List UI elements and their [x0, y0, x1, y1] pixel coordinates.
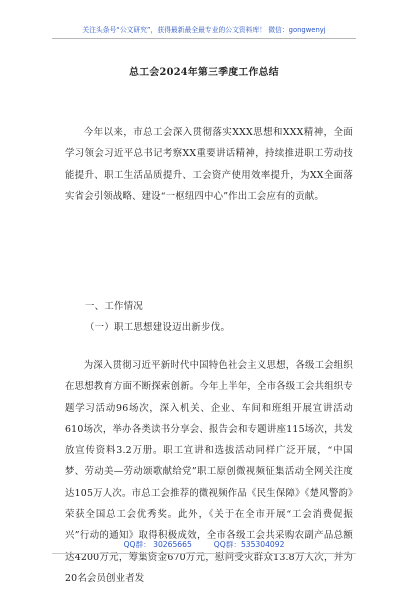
header-divider	[52, 38, 356, 39]
footer-divider	[52, 553, 356, 554]
footer-qq-group-2[interactable]: QQ群：535304092	[213, 540, 285, 549]
section-heading: 一、工作情况	[85, 301, 144, 312]
intro-text: 今年以来，市总工会深入贯彻落实XXX思想和XXX精神，全面学习领会习近平总书记考察XX重要讲话精神，持续推进职工劳动技能提升、职工生活品质提升、工会资产使用效率提升，为XX全面落实省会引领战略、建设“一枢纽四中心”作出工会应有的贡献。	[65, 127, 353, 202]
footer-contacts	[0, 539, 408, 550]
header-banner[interactable]: 关注头条号“公文研究”，获得最新最全最专业的公文资料库！ 微信：gongwenyj	[82, 26, 326, 34]
footer-qq-group-1[interactable]: QQ群： 30265665	[123, 540, 192, 549]
subsection-heading: （一）职工思想建设迈出新步伐。	[85, 322, 231, 333]
paragraph-text: 为深入贯彻习近平新时代中国特色社会主义思想，各级工会组织在思想教育方面不断探索创新。今年上半年，全市各级工会共组织专题学习活动96场次，深入机关、企业、车间和班组开展宣讲活动610场次，举办各类读书分享会、报告会和专题讲座115场次，共发放宣传资料3.2万册。职工宣讲和选拔活动同样广泛开展，“中国梦、劳动美—劳动颂歌献给党”职工原创微视频征集活动全网关注度达105万人次。市总工会推荐的微视频作品《民生保障》《楚风警韵》荣获全国总工会优秀奖。此外，《关于在全市开展“工会消费促振兴”行动的通知》取得积极成效，全市各级工会共采购农副产品总额达4200万元，筹集资金670万元，慰问受灾群众13.8万人次，并为20名会员创业者发	[65, 360, 353, 584]
intro-paragraph	[65, 122, 353, 207]
document-title: 总工会2024年第三季度工作总结	[129, 67, 279, 78]
